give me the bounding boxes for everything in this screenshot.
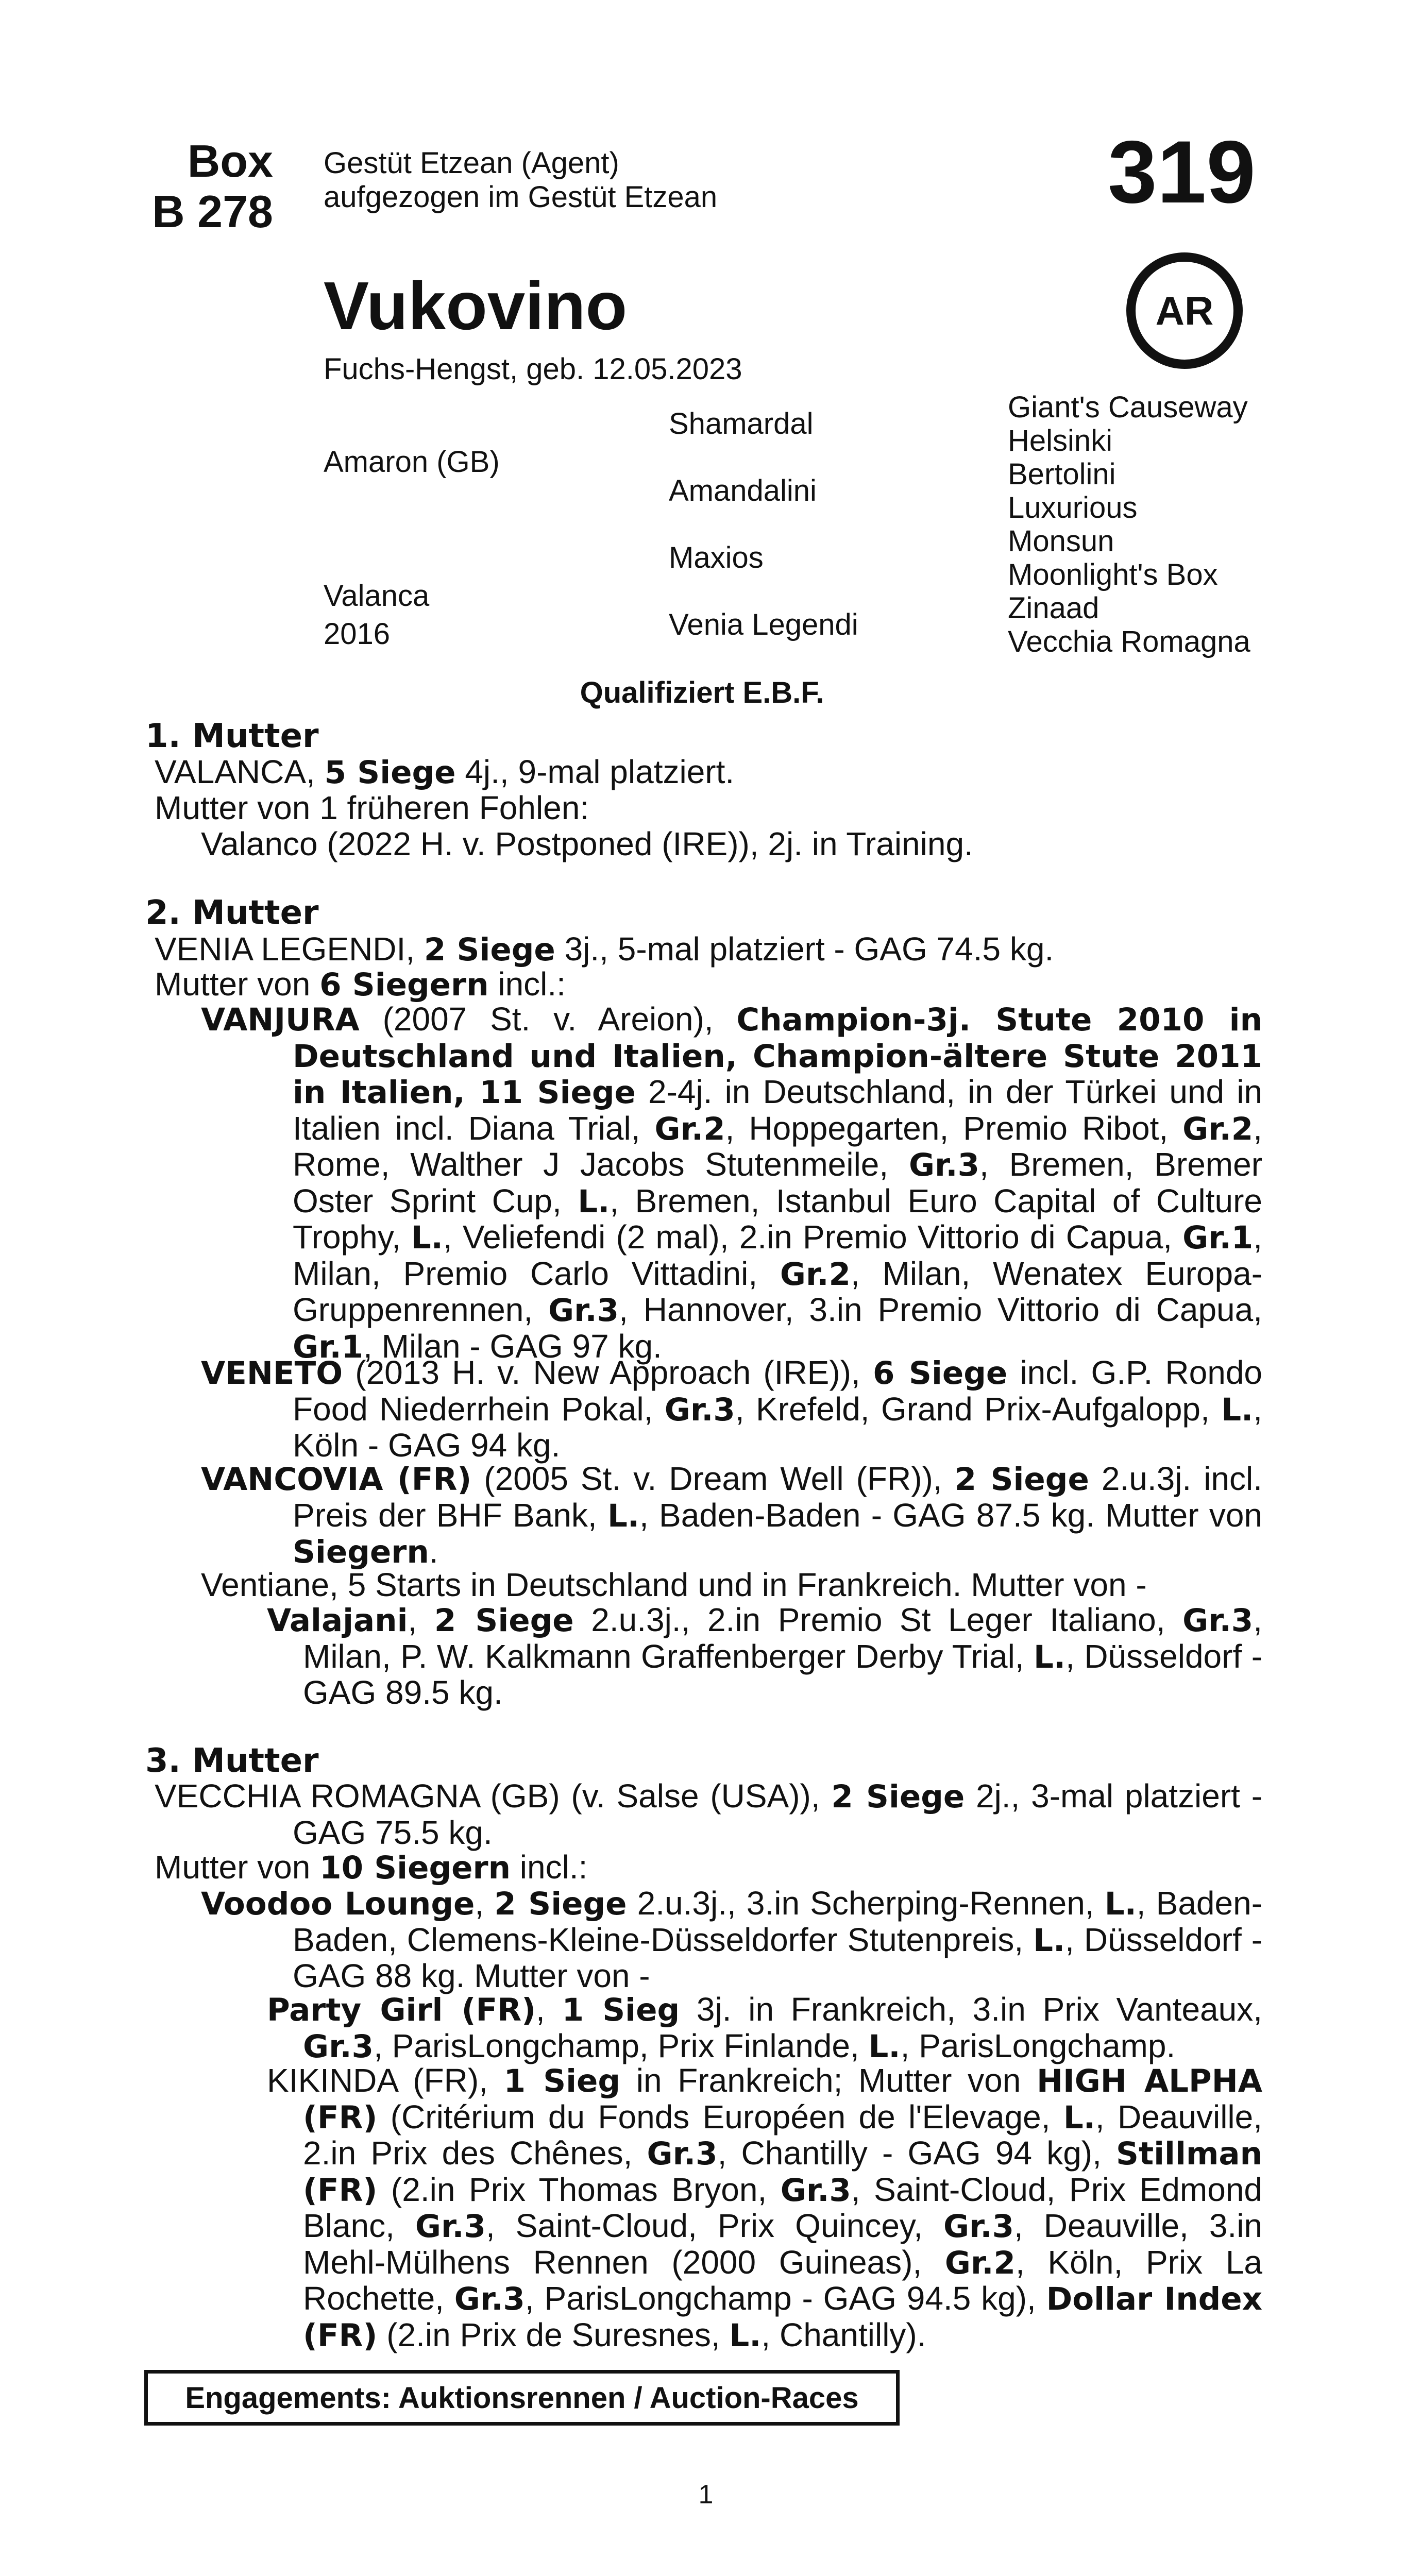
section-2-dam: VENIA LEGENDI, 2 Siege 3j., 5-mal platziert - GAG 74.5 kg. <box>155 930 1054 968</box>
horse-name: Vukovino <box>324 268 628 344</box>
box-label: Box <box>187 135 273 187</box>
ar-badge-text: AR <box>1155 287 1214 333</box>
section-1-title: 1. Mutter <box>145 717 319 755</box>
section-3-title: 3. Mutter <box>145 1742 319 1780</box>
section-2-title: 2. Mutter <box>145 894 319 932</box>
pedigree-sire: Amaron (GB) <box>324 445 500 479</box>
pedigree-dam: Valanca <box>324 579 430 613</box>
pedigree-dam-dam: Venia Legendi <box>669 608 858 641</box>
engagements-text: Engagements: Auktionsrennen / Auction-Races <box>185 2381 859 2415</box>
pedigree-gen3-7: Zinaad <box>1008 591 1099 625</box>
agent-line: Gestüt Etzean (Agent) <box>324 146 619 180</box>
box-number: B 278 <box>152 186 273 237</box>
section-1-dam: VALANCA, 5 Siege 4j., 9-mal platziert. <box>155 753 735 791</box>
pedigree-gen3-8: Vecchia Romagna <box>1008 625 1250 658</box>
section-1-foal: Valanco (2022 H. v. Postponed (IRE)), 2j. in Training. <box>201 825 973 862</box>
offspring-party-girl: Party Girl (FR), 1 Sieg 3j. in Frankreich, 3.in Prix Vanteaux, Gr.3, ParisLongchamp, Prix Finlande, L., ParisLongchamp. <box>267 1991 1263 2065</box>
offspring-vanjura: VANJURA (2007 St. v. Areion), Champion-3j. Stute 2010 in Deutschland und Italien, Champion-ältere Stute 2011 in Italien, 11 Siege 2-4j. in Deutschland, in der Türkei und in Italien incl. Diana Trial, Gr.2, Hoppegarten, Premio Ribot, Gr.2, Rome, Walther J Jacobs Stutenmeile, Gr.3, Bremen, Bremer Oster Sprint Cup, L., Bremen, Istanbul Euro Capital of Culture Trophy, L., Veliefendi (2 mal), 2.in Premio Vittorio di Capua, Gr.1, Milan, Premio Carlo Vittadini, Gr.2, Milan, Wenatex Europa-Gruppenrennen, Gr.3, Hannover, 3.in Premio Vittorio di Capua, Gr.1, Milan - GAG 97 kg. <box>201 1001 1263 1365</box>
section-3-dam-of: Mutter von 10 Siegern incl.: <box>155 1849 588 1886</box>
section-2-dam-of: Mutter von 6 Siegern incl.: <box>155 965 566 1003</box>
horse-description: Fuchs-Hengst, geb. 12.05.2023 <box>324 352 742 386</box>
pedigree-dam-sire: Maxios <box>669 541 764 574</box>
pedigree-gen3-3: Bertolini <box>1008 457 1116 491</box>
pedigree-dam-year: 2016 <box>324 617 391 651</box>
pedigree-gen3-2: Helsinki <box>1008 424 1113 457</box>
section-3-dam: VECCHIA ROMAGNA (GB) (v. Salse (USA)), 2 Siege 2j., 3-mal platziert - GAG 75.5 kg. <box>155 1777 1263 1851</box>
pedigree-gen3-4: Luxurious <box>1008 491 1138 524</box>
offspring-veneto: VENETO (2013 H. v. New Approach (IRE)), 6 Siege incl. G.P. Rondo Food Niederrhein Pokal, Gr.3, Krefeld, Grand Prix-Aufgalopp, L., Köln - GAG 94 kg. <box>201 1354 1263 1464</box>
qualification: Qualifiziert E.B.F. <box>580 676 824 709</box>
engagements-box <box>144 2370 900 2426</box>
pedigree-sire-sire: Shamardal <box>669 407 814 440</box>
offspring-kikinda: KIKINDA (FR), 1 Sieg in Frankreich; Mutter von HIGH ALPHA (FR) (Critérium du Fonds Européen de l'Elevage, L., Deauville, 2.in Prix des Chênes, Gr.3, Chantilly - GAG 94 kg), Stillman (FR) (2.in Prix Thomas Bryon, Gr.3, Saint-Cloud, Prix Edmond Blanc, Gr.3, Saint-Cloud, Prix Quincey, Gr.3, Deauville, 3.in Mehl-Mülhens Rennen (2000 Guineas), Gr.2, Köln, Prix La Rochette, Gr.3, ParisLongchamp - GAG 94.5 kg), Dollar Index (FR) (2.in Prix de Suresnes, L., Chantilly). <box>267 2062 1263 2354</box>
pedigree-gen3-6: Moonlight's Box <box>1008 558 1218 591</box>
pedigree-gen3-1: Giant's Causeway <box>1008 391 1248 424</box>
offspring-valajani: Valajani, 2 Siege 2.u.3j., 2.in Premio St Leger Italiano, Gr.3, Milan, P. W. Kalkmann Graffenberger Derby Trial, L., Düsseldorf - GAG 89.5 kg. <box>267 1601 1263 1711</box>
offspring-ventiane: Ventiane, 5 Starts in Deutschland und in Frankreich. Mutter von - <box>201 1566 1147 1603</box>
section-1-dam-of: Mutter von 1 früheren Fohlen: <box>155 789 589 826</box>
raised-line: aufgezogen im Gestüt Etzean <box>324 180 718 214</box>
ar-badge-icon <box>1126 252 1243 369</box>
offspring-vancovia: VANCOVIA (FR) (2005 St. v. Dream Well (FR)), 2 Siege 2.u.3j. incl. Preis der BHF Bank, L., Baden-Baden - GAG 87.5 kg. Mutter von Siegern. <box>201 1460 1263 1570</box>
lot-number: 319 <box>1108 123 1256 222</box>
pedigree-gen3-5: Monsun <box>1008 524 1114 558</box>
page-number: 1 <box>698 2480 714 2510</box>
pedigree-sire-dam: Amandalini <box>669 474 817 507</box>
offspring-voodoo-lounge: Voodoo Lounge, 2 Siege 2.u.3j., 3.in Scherping-Rennen, L., Baden-Baden, Clemens-Kleine-Düsseldorfer Stutenpreis, L., Düsseldorf - GAG 88 kg. Mutter von - <box>201 1885 1263 1994</box>
